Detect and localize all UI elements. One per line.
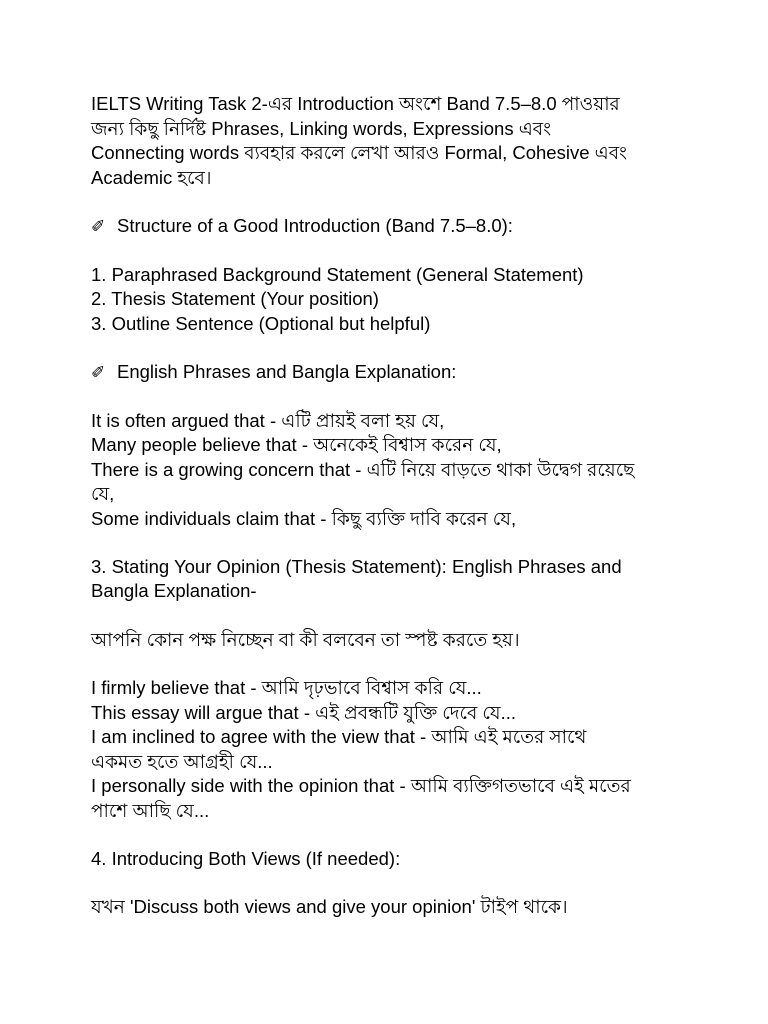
phrases-heading-row: [91, 360, 681, 386]
opinion-item: I am inclined to agree with the view that - আমি এই মতের সাথে: [91, 726, 587, 747]
opinion-item: পাশে আছি যে...: [91, 799, 210, 821]
spacer: [91, 604, 681, 628]
opinion-item: This essay will argue that - এই প্রবন্ধটি যুক্তি দেবে যে...: [91, 701, 516, 723]
phrases-heading: English Phrases and Bangla Explanation:: [117, 360, 457, 382]
document-page: [91, 92, 681, 920]
structure-item: 2. Thesis Statement (Your position): [91, 288, 379, 309]
spacer: [91, 336, 681, 360]
phrase-item: There is a growing concern that - এটি নিয়ে বাড়তে থাকা উদ্বেগ রয়েছে: [91, 458, 635, 480]
spacer: [91, 239, 681, 263]
phrase-item: Some individuals claim that - কিছু ব্যক্তি দাবি করেন যে,: [91, 507, 517, 529]
both-views-heading: 4. Introducing Both Views (If needed):: [91, 847, 401, 869]
opinion-note: আপনি কোন পক্ষ নিচ্ছেন বা কী বলবেন তা স্পষ্ট করতে হয়।: [91, 628, 520, 650]
intro-line-2: জন্য কিছু নির্দিষ্ট Phrases, Linking words, Expressions এবং: [91, 117, 552, 139]
opinion-heading-line-1: 3. Stating Your Opinion (Thesis Statement): English Phrases and: [91, 555, 622, 577]
spacer: [91, 871, 681, 895]
spacer: [91, 385, 681, 409]
spacer: [91, 652, 681, 676]
phrase-item: Many people believe that - অনেকেই বিশ্বাস করেন যে,: [91, 434, 502, 455]
structure-item: 3. Outline Sentence (Optional but helpful): [91, 312, 431, 334]
intro-line-3: Connecting words ব্যবহার করলে লেখা আরও Formal, Cohesive এবং: [91, 142, 627, 163]
structure-heading-row: [91, 214, 681, 240]
opinion-item: I personally side with the opinion that - আমি ব্যক্তিগতভাবে এই মতের: [91, 775, 631, 796]
intro-line-4: Academic হবে।: [91, 166, 212, 188]
intro-line-1: IELTS Writing Task 2-এর Introduction অংশে Band 7.5–8.0 পাওয়ার: [91, 93, 620, 114]
pencil-check-icon: ✐: [91, 362, 106, 383]
phrase-item: যে,: [91, 483, 115, 504]
both-views-note: যখন 'Discuss both views and give your opinion' টাইপ থাকে।: [91, 896, 568, 917]
spacer: [91, 531, 681, 555]
opinion-item: একমত হতে আগ্রহী যে...: [91, 750, 273, 772]
spacer: [91, 823, 681, 847]
spacer: [91, 190, 681, 214]
opinion-item: I firmly believe that - আমি দৃঢ়ভাবে বিশ্বাস করি যে...: [91, 677, 482, 698]
pencil-check-icon: ✐: [91, 216, 106, 237]
structure-heading: Structure of a Good Introduction (Band 7.5–8.0):: [117, 214, 513, 236]
opinion-heading-line-2: Bangla Explanation-: [91, 580, 257, 601]
structure-item: 1. Paraphrased Background Statement (General Statement): [91, 263, 584, 285]
phrase-item: It is often argued that - এটি প্রায়ই বলা হয় যে,: [91, 409, 445, 431]
